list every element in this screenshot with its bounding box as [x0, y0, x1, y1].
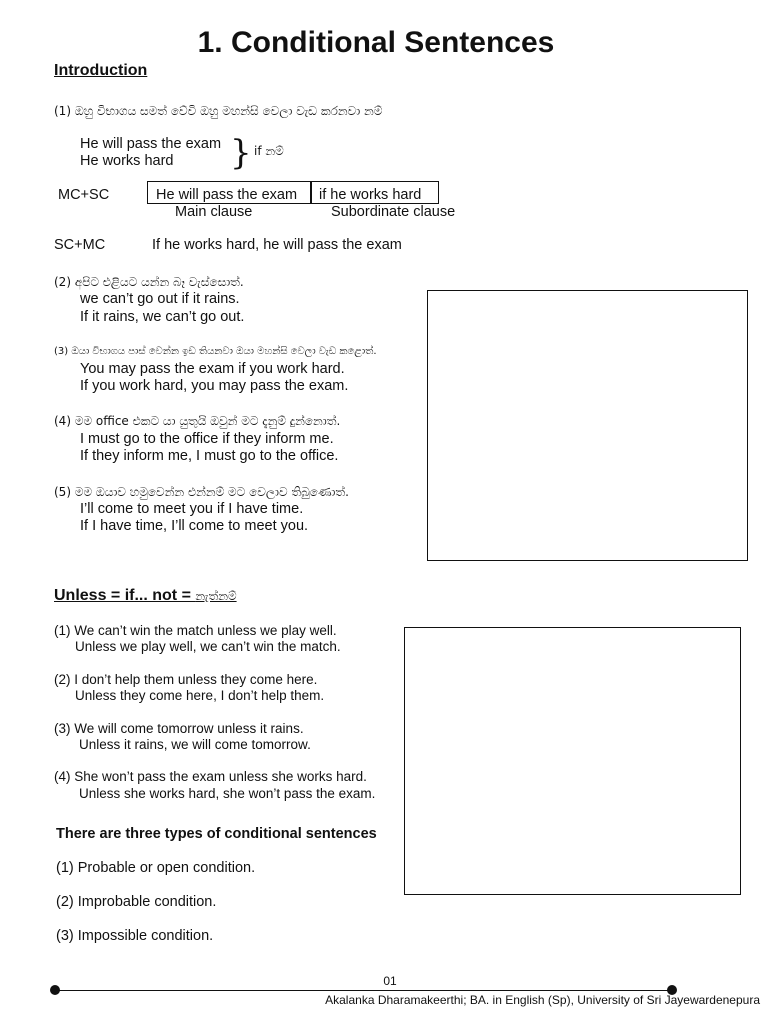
blank-box-1 — [427, 290, 748, 561]
subordinate-clause-text: if he works hard — [319, 187, 422, 203]
scmc-label: SC+MC — [54, 237, 106, 253]
main-clause-label: Main clause — [175, 204, 253, 220]
example-5-line-1: I’ll come to meet you if I have time. — [80, 501, 304, 517]
unless-heading-sinhala: නැත්නම් — [195, 589, 237, 603]
unless-example-4-line-2: Unless she works hard, she won’t pass the exam. — [79, 786, 376, 801]
brace-line-2: He works hard — [80, 153, 174, 169]
unless-example-3-line-1: (3) We will come tomorrow unless it rains. — [54, 721, 304, 736]
example-2-line-2: If it rains, we can’t go out. — [80, 309, 245, 325]
example-5-sinhala: (5) මම ඔයාව හමුවෙන්න එන්නම් මට වෙලාව තිබුණොත්. — [54, 485, 349, 499]
unless-example-4-line-1: (4) She won’t pass the exam unless she works hard. — [54, 769, 367, 784]
page-number: 01 — [383, 974, 397, 988]
example-1-sinhala: (1) ඔහු විභාගය සමත් වේවි ඔහු මහන්සි වෙලා වැඩ කරනවා නම් — [54, 104, 383, 118]
footer-dot-left — [50, 985, 60, 995]
unless-heading — [54, 587, 237, 605]
type-item-2: (2) Improbable condition. — [56, 894, 217, 910]
unless-example-1-line-2: Unless we play well, we can’t win the match. — [75, 639, 341, 654]
unless-heading-text: Unless = if... not = — [54, 587, 196, 604]
example-4-line-1: I must go to the office if they inform me. — [80, 431, 334, 447]
example-4-line-2: If they inform me, I must go to the office. — [80, 448, 339, 464]
curly-brace: } — [230, 133, 252, 173]
unless-example-1-line-1: (1) We can’t win the match unless we play well. — [54, 623, 337, 638]
main-clause-text: He will pass the exam — [156, 187, 298, 203]
unless-example-3-line-2: Unless it rains, we will come tomorrow. — [79, 737, 311, 752]
type-item-1: (1) Probable or open condition. — [56, 860, 256, 876]
introduction-heading: Introduction — [54, 62, 148, 79]
example-3-line-1: You may pass the exam if you work hard. — [80, 361, 345, 377]
blank-box-2 — [404, 627, 741, 895]
example-2-sinhala: (2) අපිට එළියට යන්න බෑ වැස්සොත්. — [54, 275, 244, 289]
page-title: 1. Conditional Sentences — [197, 26, 555, 59]
brace-note: if නම් — [254, 144, 284, 158]
unless-example-2-line-2: Unless they come here, I don’t help them. — [75, 688, 325, 703]
example-4-sinhala: (4) මම office එකට යා යුතුයි ඔවුන් මට දැනුම් දුන්නොත්. — [54, 414, 341, 428]
footer-author: Akalanka Dharamakeerthi; BA. in English (Sp), University of Sri Jayewardenepura — [325, 993, 760, 1007]
types-heading: There are three types of conditional sentences — [56, 826, 377, 842]
example-3-line-2: If you work hard, you may pass the exam. — [80, 378, 349, 394]
example-2-line-1: we can’t go out if it rains. — [80, 291, 240, 307]
example-3-sinhala: (3) ඔයා විභාගය පාස් වෙන්න ඉඩ තියනවා ඔයා මහන්සි වෙලා වැඩ කළොත්. — [54, 346, 377, 357]
subordinate-clause-label: Subordinate clause — [331, 204, 456, 220]
example-5-line-2: If I have time, I’ll come to meet you. — [80, 518, 309, 534]
type-item-3: (3) Impossible condition. — [56, 928, 214, 944]
unless-example-2-line-1: (2) I don’t help them unless they come here. — [54, 672, 318, 687]
footer-rule — [55, 990, 672, 991]
brace-line-1: He will pass the exam — [80, 136, 222, 152]
mcsc-label: MC+SC — [58, 187, 110, 203]
scmc-sentence: If he works hard, he will pass the exam — [152, 237, 402, 253]
